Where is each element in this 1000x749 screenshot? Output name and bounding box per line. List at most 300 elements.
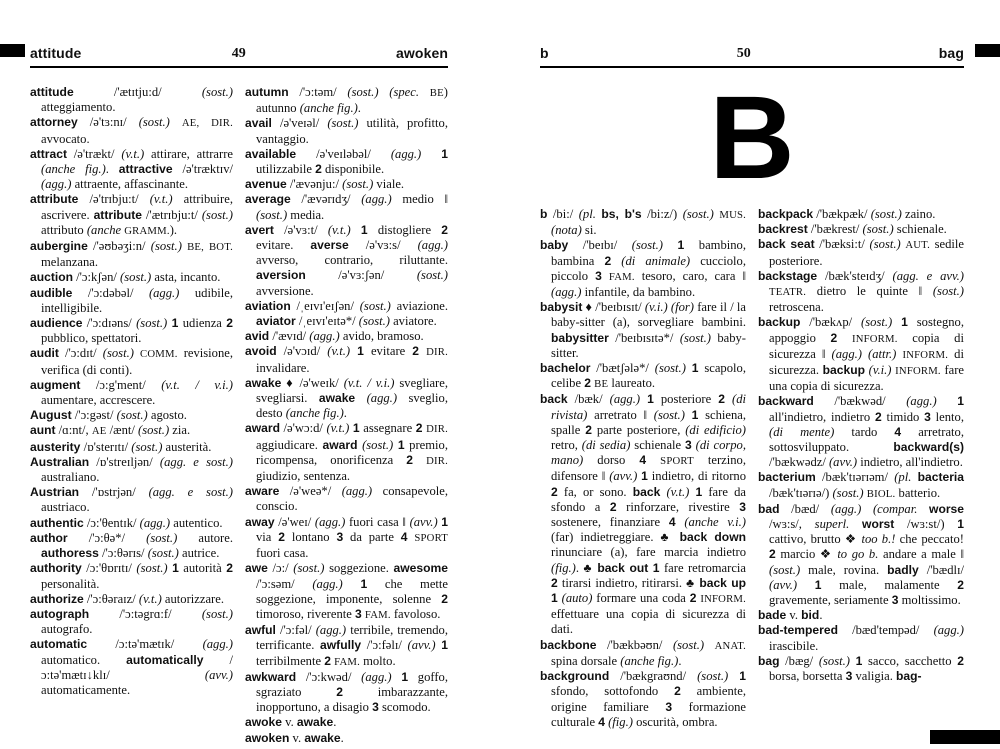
headword: audit: [30, 346, 59, 361]
guide-word-last: awoken: [396, 45, 448, 61]
entry-text: (sost.): [861, 315, 893, 330]
entry-text: /'bækpæk/: [813, 207, 871, 221]
entry-text: zaino.: [901, 207, 936, 221]
entry-text: 2: [604, 253, 612, 268]
entry-text: dorso: [583, 453, 640, 468]
entry-text: (sost.): [672, 637, 705, 652]
entry-text: (agg.): [309, 329, 340, 344]
entry-text: (agg.): [341, 484, 373, 499]
entry-text: automaticamente.: [41, 682, 131, 697]
entry-text: udienza: [178, 316, 227, 331]
dictionary-entry: [30, 531, 233, 561]
entry-text: (anche fig.): [620, 653, 679, 668]
headword: avoid: [245, 344, 277, 359]
entry-text: zia.: [169, 423, 191, 438]
entry-text: [704, 638, 715, 652]
entry-text: (sost.): [818, 653, 850, 668]
entry-text: /'ɔ:fəl/: [275, 623, 316, 638]
entry-text: /bæk'steɪdʒ/: [817, 268, 893, 283]
entry-text: .: [105, 162, 119, 177]
entry-text: (sost.): [631, 238, 663, 253]
entry-text: (avv.): [769, 577, 798, 592]
entry-text: terribile, tremendo, terrificante.: [256, 623, 448, 653]
entry-text: media.: [287, 207, 325, 222]
headword: aviation: [245, 298, 291, 313]
entry-text: indietro, di ritorno: [647, 469, 746, 484]
dictionary-entry: [758, 269, 964, 316]
entry-text: 2: [874, 409, 882, 424]
entry-text: valigia.: [852, 669, 897, 684]
entry-text: timoroso, riverente: [256, 606, 355, 621]
entry-text: scapolo, celibe: [551, 361, 746, 391]
headword: background: [540, 669, 610, 684]
entry-text: /ə'træktɪv/: [172, 162, 233, 177]
dictionary-entry: [758, 207, 964, 222]
entry-text: 1: [360, 222, 368, 237]
entry-text: /ɔ:tə'mætɪk/: [87, 637, 203, 652]
page-number: 49: [231, 46, 246, 61]
entry-text: 2: [551, 484, 558, 499]
dictionary-entry: [30, 316, 233, 346]
entry-text: /'ɔ:θə*/: [67, 530, 147, 545]
entry-text: BE: [594, 378, 609, 391]
dictionary-entry: [758, 237, 964, 268]
entry-text: [170, 115, 182, 129]
entry-text: COMM.: [140, 348, 178, 361]
entry-text: attribuire, ascrivere.: [41, 192, 233, 222]
entry-text: 1: [357, 344, 364, 359]
entry-text: 1: [441, 146, 448, 161]
entry-text: goffo, sgraziato: [256, 669, 448, 699]
entry-text: retroscena.: [769, 300, 824, 315]
entry-text: 2: [830, 330, 838, 345]
entry-text: INFORM.: [700, 593, 747, 606]
entry-text: 1: [957, 517, 964, 532]
entry-text: udibile, intelligibile.: [41, 285, 233, 315]
page-header-left: [30, 46, 448, 68]
entry-text: /'ɔ:gəst/: [71, 408, 117, 423]
entry-text: /ə'vɔɪd/: [276, 344, 328, 359]
entry-text: (sost.): [201, 85, 233, 99]
entry-text: (avv.): [409, 514, 438, 529]
entry-text: 2: [769, 547, 776, 562]
entry-text: si.: [581, 223, 597, 238]
entry-text: ♣ back out: [583, 560, 649, 575]
entry-text: MUS.: [719, 209, 747, 221]
entry-text: (agg.): [361, 669, 392, 684]
headword: aversion: [256, 268, 306, 283]
entry-text: 3: [845, 669, 853, 684]
headword: bs, b's: [601, 207, 642, 221]
entry-text: lontano: [284, 529, 337, 544]
guide-word-first: attitude: [30, 45, 82, 61]
entry-text: (agg.): [390, 146, 422, 161]
entry-text: (pl.: [894, 470, 918, 485]
headword: avenue: [245, 177, 287, 192]
entry-text: [602, 269, 609, 283]
dictionary-entry: [30, 408, 233, 423]
entry-text: (agg. e sost.): [148, 485, 233, 500]
entry-text: 1: [855, 653, 863, 668]
headword: autumn: [245, 85, 289, 99]
entry-text: laureato.: [608, 376, 656, 391]
entry-text: /ɔ:g'ment/: [80, 377, 162, 392]
headword: bid: [801, 608, 820, 623]
dictionary-column-2: [245, 85, 448, 746]
entry-text: /wɜ:s/,: [769, 517, 815, 532]
entry-text: (sost.): [932, 284, 964, 299]
entry-text: (agg.): [314, 514, 346, 529]
dictionary-entry: [758, 470, 964, 501]
headword: awe: [245, 561, 268, 576]
entry-text: 1: [677, 238, 685, 253]
entry-text: [837, 331, 852, 345]
dictionary-column-2: [758, 207, 964, 730]
entry-text: /'ævərɪdʒ/: [290, 192, 362, 207]
entry-text: [646, 453, 660, 467]
entry-text: 1: [401, 669, 409, 684]
entry-text: /'ɒstrjən/: [79, 485, 149, 500]
headword: August: [30, 408, 72, 423]
entry-text: autunno: [256, 101, 300, 116]
dictionary-entry: [540, 238, 746, 300]
entry-text: 3: [595, 268, 602, 283]
dictionary-entry: [30, 592, 233, 607]
entry-text: .: [819, 608, 823, 623]
entry-text: 2: [415, 421, 423, 436]
entry-text: (sost.): [120, 270, 152, 285]
entry-text: 1: [551, 591, 558, 606]
entry-text: /'ɔ:təgrɑ:f/: [89, 606, 202, 621]
entry-text: /'ɔ:təm/: [288, 85, 348, 99]
entry-text: /ænt/: [106, 423, 139, 438]
dictionary-entry: [245, 670, 448, 716]
entry-text: /bæd'tempəd/: [837, 623, 934, 638]
entry-text: 2: [226, 316, 233, 331]
dictionary-entry: [540, 638, 746, 669]
entry-text: 1: [814, 577, 822, 592]
headword: aubergine: [30, 239, 88, 254]
entry-text: viale.: [373, 177, 405, 192]
entry-text: /'ɔ:θərɪs/: [98, 546, 148, 561]
entry-text: fa, or sono.: [557, 484, 633, 499]
headword: automatic: [30, 637, 88, 652]
dictionary-entry: [245, 85, 448, 116]
thumb-index-tab-bottom-right: [930, 730, 1000, 744]
entry-text: 1: [397, 437, 405, 452]
entry-text: 2: [441, 591, 448, 606]
dictionary-entry: [245, 484, 448, 514]
entry-text: austriaco.: [41, 500, 90, 515]
entry-text: fare da sfondo a: [551, 484, 746, 514]
entry-text: /ə'trækt/: [66, 146, 122, 161]
thumb-index-tab-top-left: [0, 44, 25, 57]
dictionary-entry: [245, 715, 448, 730]
entry-text: 3: [336, 529, 344, 544]
entry-text: avversione.: [256, 283, 314, 298]
entry-text: favoloso.: [390, 606, 441, 621]
entry-text: (fig.): [608, 714, 633, 729]
entry-text: (v.i.) (for): [644, 300, 694, 315]
entry-text: GRAMM.: [124, 224, 170, 237]
entry-text: /'bætʃələ*/: [590, 361, 655, 376]
headword: backward(s): [893, 440, 964, 455]
entry-text: [892, 315, 901, 329]
headword: bachelor: [540, 361, 591, 376]
dictionary-entry: [540, 669, 746, 730]
entry-text: /'ævɪd/: [269, 329, 310, 344]
entry-text: batterio.: [895, 485, 941, 500]
entry-text: autrice.: [178, 546, 220, 561]
entry-text: (sost.): [256, 207, 288, 222]
headword: aunt: [30, 423, 56, 438]
headword: author: [30, 530, 68, 545]
entry-text: (sost.): [653, 407, 685, 422]
headword: austerity: [30, 439, 81, 454]
headword: bad-tempered: [758, 623, 838, 638]
guide-word-first: b: [540, 45, 549, 61]
entry-text: /'beɪbɪsɪtə*/: [608, 330, 680, 345]
entry-text: 1: [691, 407, 699, 422]
headword: augment: [30, 377, 81, 392]
entry-text: 2: [315, 162, 322, 177]
entry-text: (sost.): [293, 561, 325, 576]
entry-text: (anche fig.): [41, 162, 106, 177]
headword: bacteria: [917, 470, 964, 485]
dictionary-entry: [245, 561, 448, 623]
entry-text: aviazione.: [390, 298, 449, 313]
dictionary-entry: [30, 286, 233, 316]
entry-text: /'ætrɪbju:t/: [141, 207, 202, 222]
headword: audible: [30, 285, 73, 300]
entry-text: INFORM.: [895, 365, 941, 378]
entry-text: (agg.): [148, 285, 180, 300]
entry-text: FAM.: [334, 655, 360, 668]
entry-text: disponibile.: [321, 162, 385, 177]
entry-text: (sost.): [201, 606, 233, 621]
entry-text: (sost.): [862, 222, 894, 237]
entry-text: giudizio, sentenza.: [256, 469, 351, 484]
entry-text: .: [340, 730, 344, 745]
headword: authorize: [30, 591, 84, 606]
headword: awoken: [245, 730, 290, 745]
entry-text: DIR.: [426, 346, 448, 359]
headword: bade: [758, 608, 787, 623]
headword: back: [540, 392, 568, 407]
entry-text: (anche: [86, 222, 125, 237]
entry-text: molto.: [359, 653, 396, 668]
entry-text: fuori casa.: [256, 546, 309, 561]
dictionary-entry: [758, 315, 964, 394]
entry-text: posteriore: [653, 392, 719, 407]
entry-text: parte posteriore,: [591, 422, 686, 437]
headword: backpack: [758, 207, 814, 221]
headword: attorney: [30, 115, 78, 130]
entry-text: (di edificio): [685, 422, 747, 437]
headword: back: [632, 484, 661, 499]
entry-text: tirarsi indietro, ritirarsi.: [557, 575, 687, 590]
entry-text: /'əʊbəʒi:n/: [87, 239, 151, 254]
headword: back seat: [758, 237, 815, 252]
entry-text: /bi:z/): [641, 207, 683, 221]
entry-text: (sost.) (spec.: [347, 85, 430, 99]
entry-text: SPORT: [414, 531, 448, 544]
entry-text: 4: [894, 424, 902, 439]
headword: averse: [310, 238, 349, 253]
entry-text: /'bækwəd/: [813, 394, 907, 409]
entry-text: ).: [169, 222, 178, 237]
entry-text: (agg.): [366, 391, 398, 406]
entry-text: TEATR.: [769, 286, 807, 299]
entry-text: male, malamente: [821, 577, 958, 592]
entry-text: 1: [957, 394, 964, 409]
page-left: [30, 0, 448, 746]
entry-text: 1: [691, 361, 699, 376]
entry-text: 1: [652, 560, 660, 575]
dictionary-entry: [30, 147, 233, 193]
entry-text: 4: [400, 529, 408, 544]
headword: awful: [245, 623, 276, 638]
entry-text: 2: [584, 376, 591, 391]
entry-text: /'ɔ:dɪəns/: [82, 316, 137, 331]
entry-text: (agg.): [609, 392, 641, 407]
entry-text: attirare, attrarre: [144, 146, 233, 161]
entry-text: /bæg/: [779, 653, 819, 668]
entry-text: FAM.: [608, 270, 635, 283]
entry-text: marcio ❖: [775, 547, 838, 562]
headword: awkward: [245, 669, 297, 684]
entry-text: [611, 254, 621, 268]
entry-text: arretrato ‖: [587, 407, 654, 422]
entry-text: (di mente): [769, 424, 835, 439]
entry-text: (sost.): [138, 423, 170, 438]
entry-text: [413, 453, 426, 467]
page-header-right: [540, 46, 964, 68]
dictionary-entry: [30, 270, 233, 285]
entry-text: infantile, da bambino.: [581, 285, 696, 300]
entry-text: (v.t.): [138, 591, 162, 606]
entry-text: /wɜ:st/): [894, 517, 958, 532]
entry-text: v.: [289, 730, 305, 745]
entry-text: asta, incanto.: [151, 270, 221, 285]
entry-text: (sost.): [679, 330, 711, 345]
headword: attract: [30, 146, 67, 161]
entry-text: 3: [354, 606, 362, 621]
entry-text: AE, DIR.: [181, 117, 233, 130]
headword: avert: [245, 222, 274, 237]
entry-text: /'bædlɪ/: [918, 562, 964, 577]
entry-text: (agg.) (compar.: [830, 501, 930, 516]
entry-text: /bi:/: [547, 207, 579, 221]
entry-text: (avv.): [204, 667, 233, 682]
entry-text: (fig.): [551, 560, 576, 575]
entry-text: atteggiamento.: [41, 100, 116, 115]
entry-text: sveglio, desto: [256, 391, 448, 421]
entry-text: [725, 392, 732, 406]
entry-text: attraente, affascinante.: [71, 177, 188, 192]
dictionary-entry: [30, 192, 233, 239]
entry-text: 2: [674, 684, 681, 699]
entry-text: (sost.): [147, 546, 179, 561]
dictionary-entry: [30, 115, 233, 146]
entry-text: [392, 670, 402, 684]
entry-text: 2: [336, 684, 343, 699]
entry-text: timido: [881, 409, 925, 424]
entry-text: (sost.): [131, 439, 163, 454]
entry-text: BE: [429, 87, 444, 99]
dictionary-entry: [245, 177, 448, 192]
entry-text: (anche fig.): [299, 101, 358, 116]
entry-text: /ɒ'streɪljən/: [89, 454, 160, 469]
entry-text: /ə'tɜ:nɪ/: [77, 115, 139, 130]
headword: backup: [758, 315, 801, 330]
dictionary-entry: [245, 731, 448, 746]
entry-text: [937, 394, 958, 408]
entry-text: 3: [372, 700, 379, 715]
entry-text: 3: [924, 409, 931, 424]
entry-text: (agg.): [315, 623, 347, 638]
entry-text: (agg.): [312, 576, 343, 591]
entry-text: /ɔ:'θɒrɪtɪ/: [81, 561, 137, 576]
entry-text: 3: [665, 699, 673, 714]
entry-text: (pl.: [578, 207, 602, 221]
entry-text: [355, 391, 366, 405]
entry-text: revisione, verifica (di conti).: [41, 346, 234, 377]
text-columns: [540, 207, 964, 730]
entry-text: avido, bramoso.: [339, 329, 424, 344]
entry-text: rinforzare, rivestire: [616, 499, 740, 514]
entry-text: invalidare.: [256, 360, 310, 375]
entry-text: (sost.): [136, 561, 168, 576]
entry-text: (sost.): [870, 207, 902, 221]
entry-text: INFORM.: [902, 348, 949, 361]
dictionary-entry: [245, 421, 448, 484]
headword: badly: [887, 562, 919, 577]
headword: backup: [822, 363, 865, 378]
entry-text: (agg.): [417, 238, 449, 253]
entry-text: austerità.: [162, 439, 212, 454]
entry-text: /ɔ:'θentɪk/: [83, 515, 140, 530]
entry-text: fare il / la baby-sitter (a), sorvegliare bambini.: [551, 300, 747, 330]
entry-text: lento,: [930, 409, 964, 424]
entry-text: tardo: [834, 424, 895, 439]
entry-text: 1: [352, 421, 360, 436]
dictionary-entry: [245, 192, 448, 222]
headword: award: [245, 421, 280, 436]
entry-text: tesoro, caro, cara ‖: [634, 268, 746, 283]
entry-text: [351, 223, 361, 237]
headword: avid: [245, 329, 270, 344]
entry-text: fare una copia di sicurezza.: [769, 363, 965, 394]
entry-text: 3: [685, 438, 692, 453]
entry-text: [797, 578, 815, 592]
headword: authoress: [41, 546, 99, 561]
entry-text: (v.i.): [868, 363, 892, 378]
entry-text: [685, 408, 692, 422]
entry-text: /ˌeɪvɪ'eɪʃən/: [290, 298, 360, 313]
entry-text: /'bæksi:t/: [814, 237, 870, 252]
entry-text: [343, 577, 361, 591]
entry-text: 4: [668, 515, 676, 530]
dictionary-entry: [245, 299, 448, 329]
entry-text: sfondo, sottofondo: [551, 684, 675, 699]
entry-text: (sost.): [358, 314, 390, 329]
entry-text: /bæk/: [567, 392, 610, 407]
entry-text: /bæk'tɪərɪəm/: [815, 470, 895, 485]
dictionary-entry: [758, 502, 964, 608]
entry-text: /ɔ:tə'mætɪ↓klɪ/: [41, 652, 233, 682]
entry-text: (sost.): [138, 115, 170, 130]
